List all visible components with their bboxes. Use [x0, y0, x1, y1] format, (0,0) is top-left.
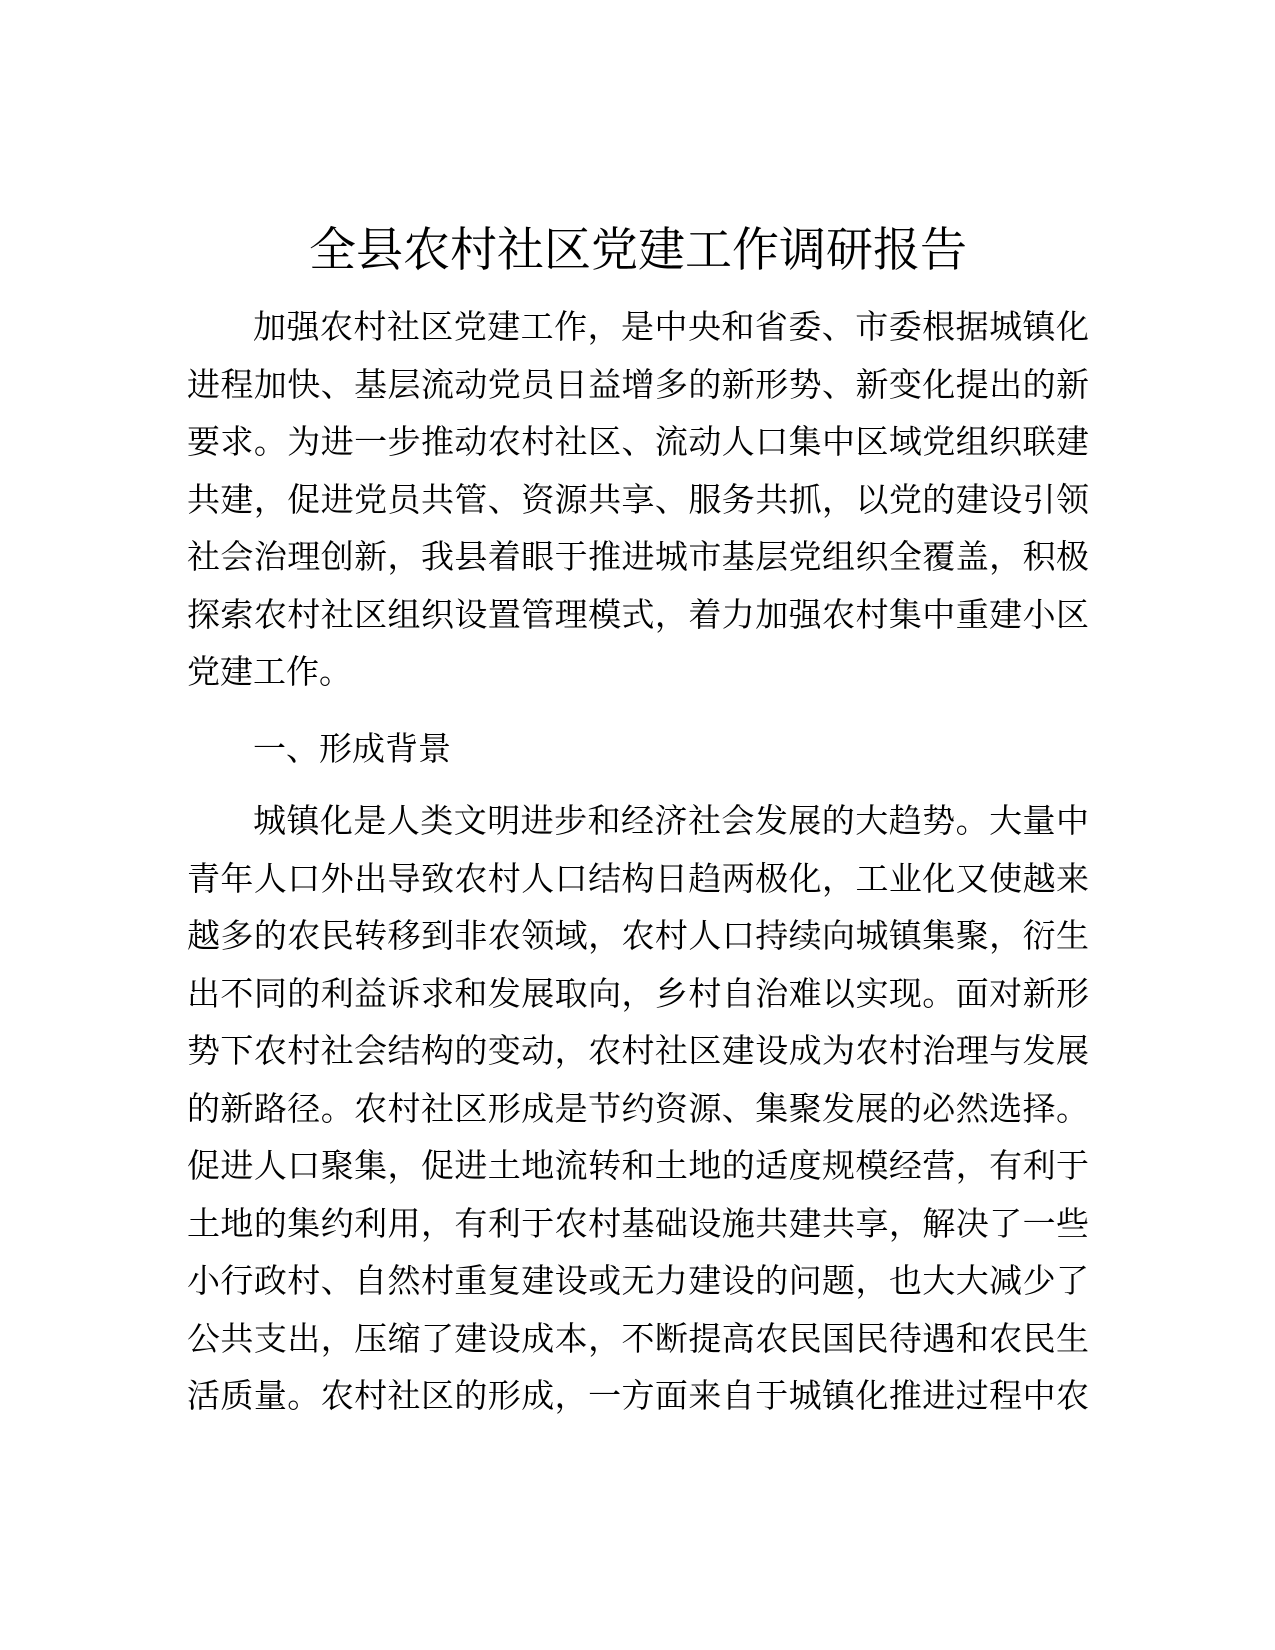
document-body	[187, 298, 1089, 1425]
text-line: 要求。为进一步推动农村社区、流动人口集中区域党组织联建	[187, 423, 1089, 460]
text-line: 促进人口聚集，促进土地流转和土地的适度规模经营，有利于	[187, 1147, 1089, 1184]
text-line: 城镇化是人类文明进步和经济社会发展的大趋势。大量中	[253, 802, 1089, 839]
text-line: 活质量。农村社区的形成，一方面来自于城镇化推进过程中农	[187, 1377, 1089, 1414]
text-line: 探索农村社区组织设置管理模式，着力加强农村集中重建小区	[187, 595, 1089, 633]
document-content	[187, 219, 1089, 1425]
text-line: 党建工作。	[187, 653, 352, 690]
text-line: 进程加快、基层流动党员日益增多的新形势、新变化提出的新	[187, 365, 1089, 403]
section-heading: 一、形成背景	[253, 729, 451, 767]
text-line: 青年人口外出导致农村人口结构日趋两极化，工业化又使越来	[187, 859, 1089, 897]
text-line: 社会治理创新，我县着眼于推进城市基层党组织全覆盖，积极	[187, 538, 1089, 575]
text-line: 越多的农民转移到非农领域，农村人口持续向城镇集聚，衍生	[187, 917, 1089, 954]
text-line: 势下农村社会结构的变动，农村社区建设成为农村治理与发展	[187, 1032, 1089, 1069]
text-line: 加强农村社区党建工作，是中央和省委、市委根据城镇化	[253, 308, 1089, 345]
document-title: 全县农村社区党建工作调研报告	[309, 223, 967, 276]
text-line: 小行政村、自然村重复建设或无力建设的问题，也大大减少了	[187, 1262, 1089, 1299]
text-line: 出不同的利益诉求和发展取向，乡村自治难以实现。面对新形	[187, 974, 1089, 1012]
text-line: 共建，促进党员共管、资源共享、服务共抓，以党的建设引领	[187, 480, 1089, 518]
text-line: 公共支出，压缩了建设成本，不断提高农民国民待遇和农民生	[187, 1319, 1089, 1357]
text-line: 的新路径。农村社区形成是节约资源、集聚发展的必然选择。	[187, 1089, 1089, 1127]
paragraph	[187, 298, 1089, 701]
text-line: 土地的集约利用，有利于农村基础设施共建共享，解决了一些	[187, 1204, 1089, 1242]
paragraph	[187, 792, 1089, 1425]
